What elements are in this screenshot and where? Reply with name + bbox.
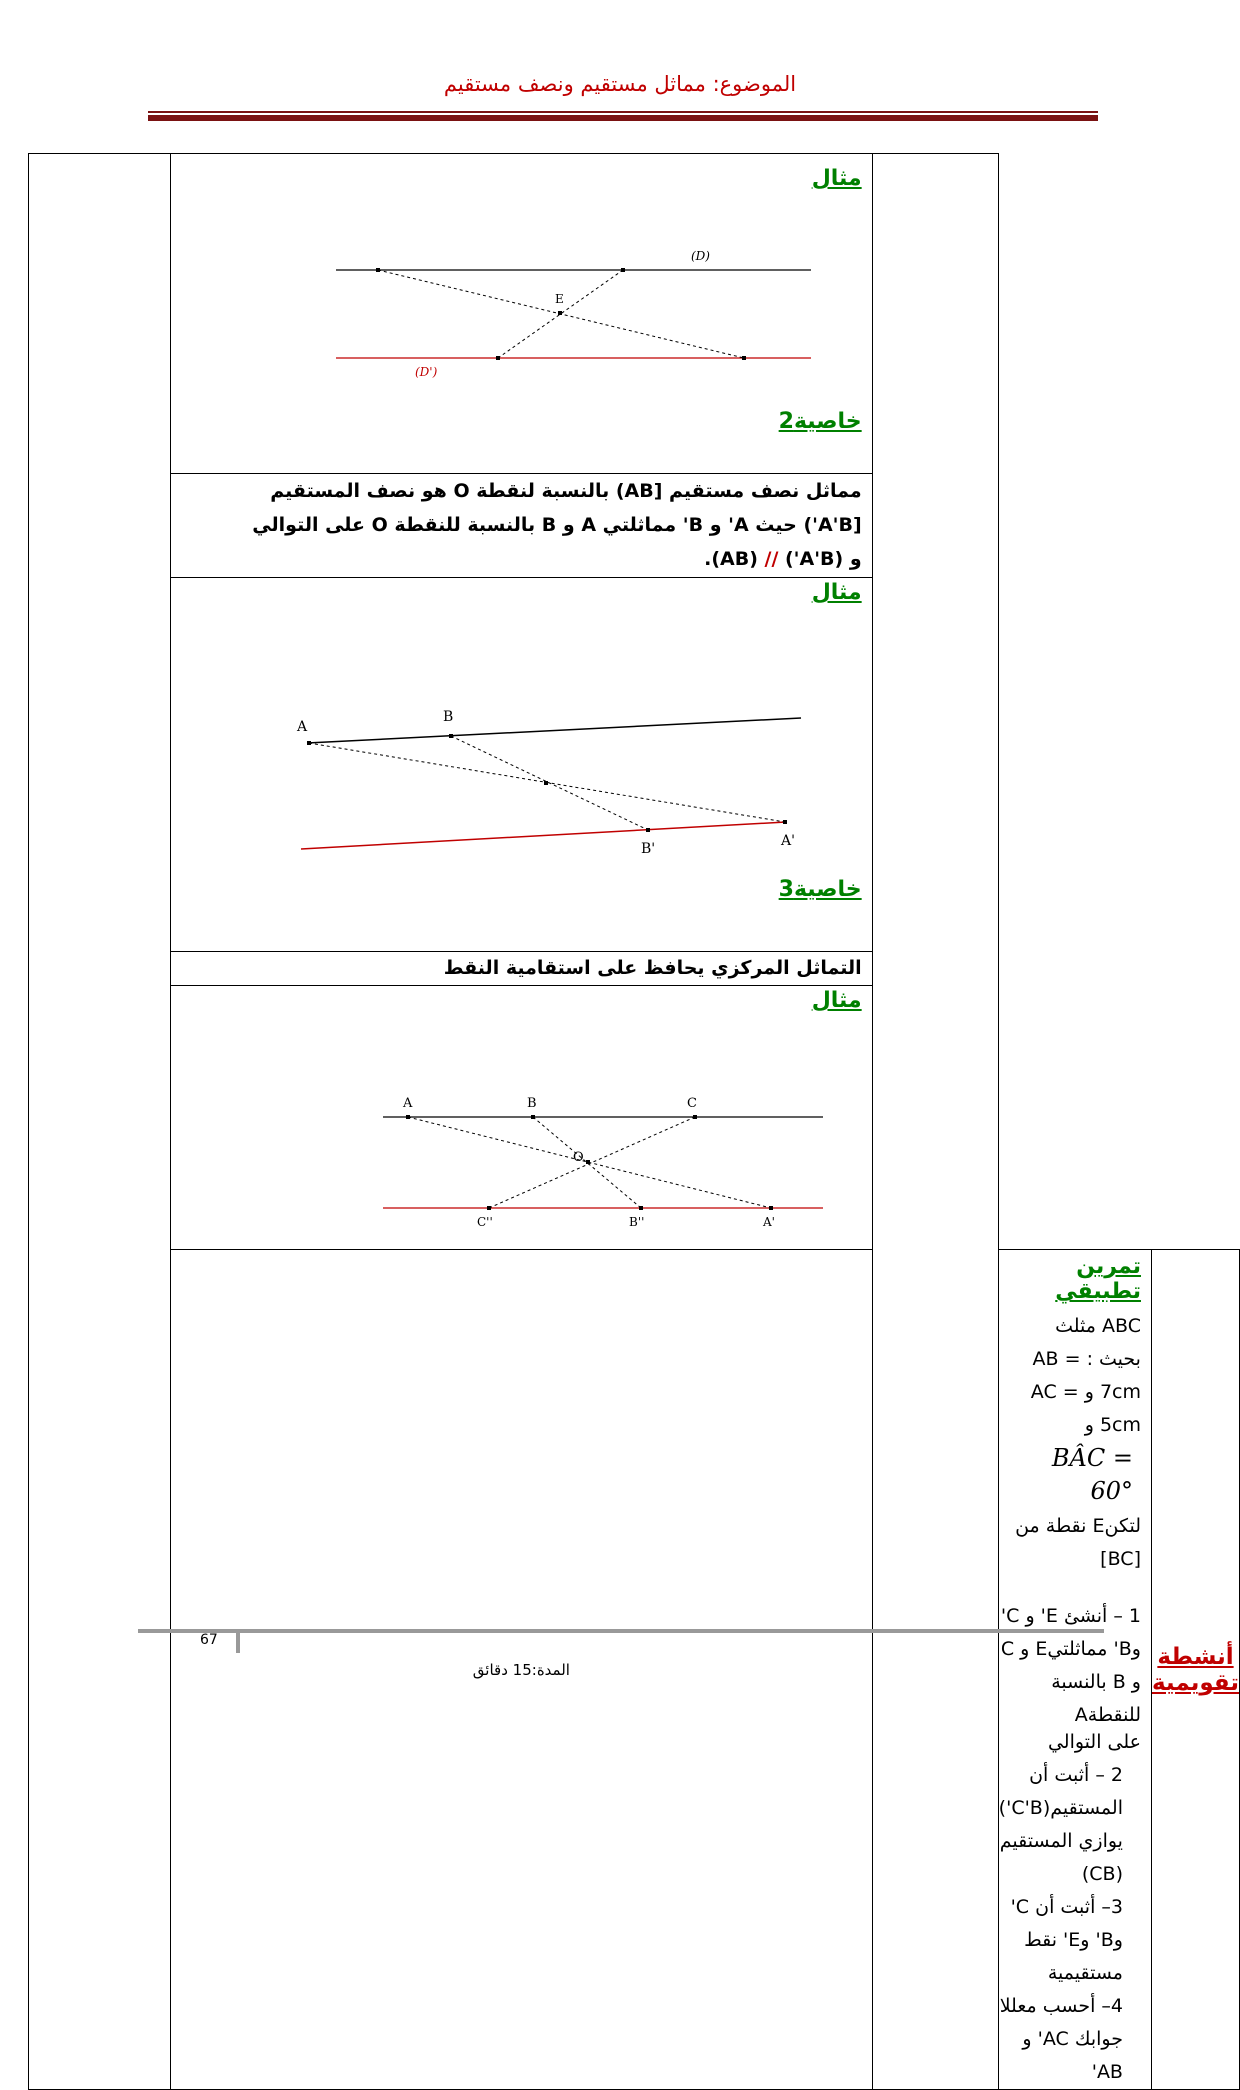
point-c3: [693, 1115, 697, 1119]
exercise-q2: 2 – أثبت أن المستقيم(C'B') يوازي المستقيم (CB): [998, 1764, 1123, 1885]
example3-cell: [171, 986, 873, 1250]
exercise-point-e: لتكنE نقطة من [BC]: [1015, 1515, 1141, 1570]
segment-c-c-pp: [489, 1117, 695, 1208]
point-a3: [406, 1115, 410, 1119]
header-rule-thick: [148, 115, 1098, 121]
segment-b-b-prime: [451, 736, 648, 830]
label-d-prime: (D'): [415, 365, 438, 379]
page-number: 67: [200, 1632, 218, 1648]
header-rule-thin: [148, 111, 1098, 113]
example1-cell: [171, 154, 873, 474]
example1-heading: مثال: [811, 166, 862, 191]
duration-cell: [171, 1250, 873, 2090]
exercise-q3: 3– أثبت أن C' وB' وE' نقط مستقيمية: [1010, 1896, 1123, 1984]
lesson-table: [28, 153, 1240, 2090]
label-a-prime3: A': [763, 1215, 776, 1229]
row-exercise: [29, 1250, 1240, 2090]
property2-cell: [171, 474, 873, 578]
point-a-prime3: [769, 1206, 773, 1210]
row-example3: [29, 986, 1240, 1250]
property3-heading: خاصية3: [778, 877, 862, 902]
point-a-prime: [783, 820, 787, 824]
property3-cell: [171, 952, 873, 986]
exercise-q4: 4– أحسب معللا جوابك AC' و AB': [999, 1995, 1123, 2083]
evaluation-label: أنشطة تقويمية: [1151, 1643, 1239, 1696]
exercise-given: [999, 1304, 1151, 1510]
page-title: الموضوع: مماثل مستقيم ونصف مستقيم: [443, 72, 797, 96]
figure-half-lines: [171, 615, 871, 855]
figure-lines-d: [171, 197, 871, 417]
label-b-pp: B'': [629, 1215, 645, 1229]
label-e: E: [555, 292, 564, 306]
half-line-a-prime-b-prime: [301, 822, 786, 849]
right-empty-cell: [872, 154, 998, 2090]
row-property2: [29, 474, 1240, 578]
footer-bar: [236, 1629, 240, 1653]
property2-line2: [A'B') حيث A' و B' مماثلتي A و B بالنسبة للنقطة O على التوالي: [252, 514, 862, 536]
label-b-prime: B': [641, 841, 656, 857]
page-header: [0, 72, 1240, 96]
half-line-ab: [307, 718, 801, 743]
label-a3: A: [403, 1096, 413, 1111]
point-b: [449, 734, 453, 738]
point-1: [376, 268, 380, 272]
label-a: A: [297, 719, 308, 735]
point-c-pp: [487, 1206, 491, 1210]
example2-heading: مثال: [811, 580, 862, 605]
label-b3: B: [527, 1096, 537, 1111]
footer-rule: [138, 1629, 1104, 1633]
row-property3: [29, 952, 1240, 986]
point-2: [621, 268, 625, 272]
row-example1: [29, 154, 1240, 474]
exercise-q1-cont: على التوالي: [1047, 1731, 1141, 1753]
angle-formula: BÂC = 60°: [1051, 1444, 1133, 1505]
label-d: (D): [691, 249, 711, 263]
example3-heading: مثال: [811, 988, 862, 1013]
example2-cell: [171, 578, 873, 952]
property3-text: التماثل المركزي يحافظ على استقامية النقط: [443, 957, 862, 979]
figure-collinear: [171, 1023, 871, 1229]
point-b3: [531, 1115, 535, 1119]
left-empty-cell: [29, 154, 171, 2090]
property2-heading: خاصية2: [778, 409, 862, 434]
label-c-pp: C'': [477, 1215, 493, 1229]
label-b: B: [443, 709, 454, 725]
point-a: [307, 741, 311, 745]
point-o: [586, 1160, 590, 1164]
point-b-prime: [646, 828, 650, 832]
point-e: [558, 311, 562, 315]
row-example2: [29, 578, 1240, 952]
property2-line1: مماثل نصف مستقيم [AB) بالنسبة لنقطة O هو نصف المستقيم: [270, 480, 862, 502]
label-a-prime: A': [781, 833, 796, 849]
property2-line3: و (A'B') // (AB).: [704, 548, 862, 570]
duration-text: المدة:15 دقائق: [472, 1660, 570, 1679]
point-o2: [544, 781, 548, 785]
exercise-given-text: ABC مثلث بحيث : AB = 7cm و AC = 5cm و: [1030, 1315, 1141, 1436]
label-c3: C: [687, 1096, 698, 1111]
exercise-heading: تمرين تطبيقي: [1055, 1254, 1141, 1304]
exercise-q1: 1 – أنشئ E' و C' وB' مماثلتيE و C و B بالنسبة للنقطةA: [1000, 1605, 1141, 1726]
exercise-cell: [998, 1250, 1151, 2090]
evaluation-cell: [1151, 1250, 1239, 2090]
point-4: [742, 356, 746, 360]
point-3: [496, 356, 500, 360]
point-b-pp: [639, 1206, 643, 1210]
label-o: O: [573, 1150, 584, 1165]
